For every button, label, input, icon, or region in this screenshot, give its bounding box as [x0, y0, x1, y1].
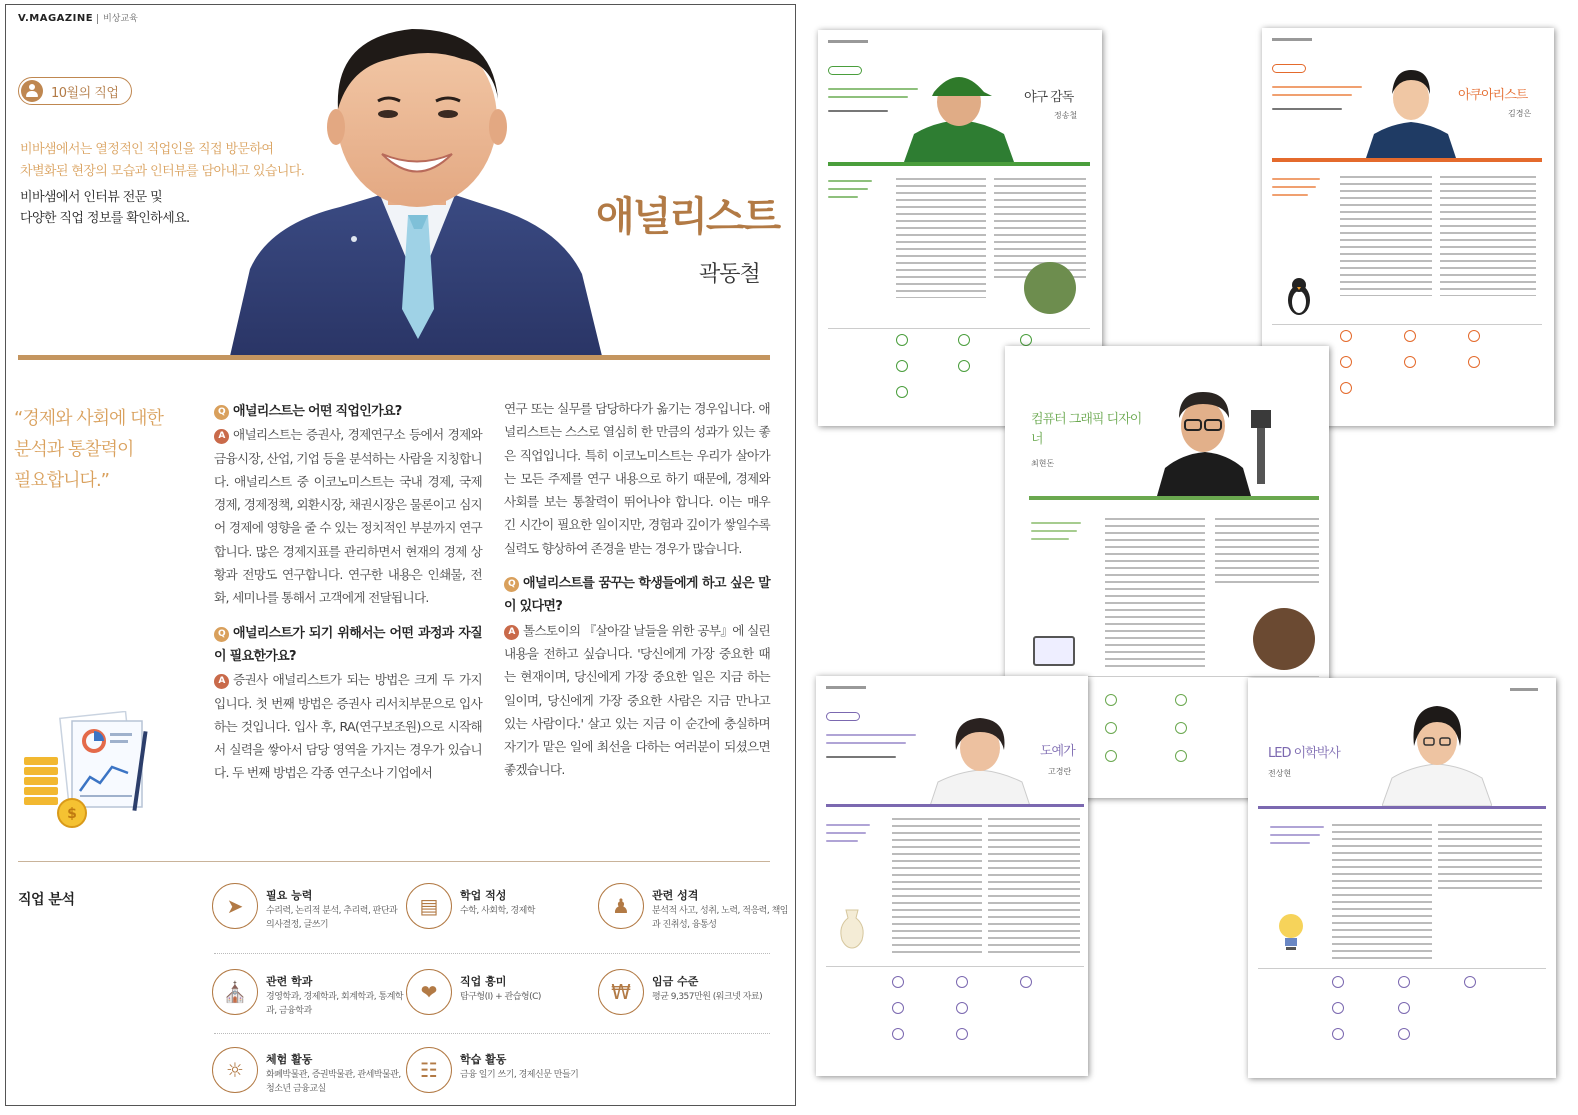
thumb-header — [826, 686, 866, 689]
thumb-text-line — [828, 110, 888, 112]
thumb-job-title: 야구 감독 — [1024, 90, 1074, 105]
thumb-photo — [1382, 696, 1492, 806]
thumb-person-name: 고경란 — [1048, 767, 1072, 776]
analysis-experience — [212, 1047, 402, 1103]
thumb-analysis-icon — [1464, 976, 1476, 988]
dotted-divider — [214, 1033, 770, 1034]
thumb-body-text — [1332, 824, 1432, 964]
thumb-analysis-icon — [1020, 334, 1032, 346]
thumb-person-name: 최현돈 — [1031, 459, 1055, 468]
thumb-analysis-icon — [1340, 330, 1352, 342]
thumb-analysis-icon — [958, 334, 970, 346]
interview-column-2 — [504, 397, 770, 794]
question — [214, 622, 482, 669]
thumb-analysis-icon — [896, 386, 908, 398]
magazine-page — [5, 4, 796, 1106]
thumb-text-line — [826, 832, 866, 834]
sun-icon: ☼ — [212, 1047, 258, 1093]
svg-text:$: $ — [67, 806, 77, 822]
thumb-text-line — [828, 188, 868, 190]
a-mark: A — [214, 674, 229, 689]
q-mark: Q — [214, 405, 229, 420]
thumb-text-line — [826, 742, 906, 744]
thumb-photo — [904, 62, 1014, 162]
thumbnail-led-scientist — [1248, 678, 1556, 1078]
quote-line: 분석과 통찰력이 — [14, 439, 134, 460]
thumb-text-line — [828, 96, 908, 98]
thumb-header — [1272, 38, 1312, 41]
quote-line: “경제와 사회에 대한 — [14, 408, 163, 429]
intro-line: 다양한 직업 정보를 확인하세요. — [20, 211, 190, 226]
won-icon: ₩ — [598, 969, 644, 1015]
thumb-analysis-icon — [1332, 1028, 1344, 1040]
divider — [18, 355, 770, 360]
thumb-divider — [828, 162, 1090, 166]
thumb-text-line — [826, 734, 916, 736]
job-analysis-label: 직업 분석 — [18, 892, 75, 908]
thumb-divider — [1258, 968, 1546, 969]
thumb-analysis-icon — [958, 360, 970, 372]
answer-text: 애널리스트는 증권사, 경제연구소 등에서 경제와 금융시장, 산업, 기업 등을 분석하는 사람을 지칭합니다. 애널리스트 중 이코노미스트는 국내 경제, 국제 경제, 경제정책, 외환시장, 채권시장은 물론이고 심지어 경제에 영향을 줄 수 있는 정치적인 부분까지 연구합니다. 많은 경제지표를 관리하면서 현재의 경제 상황과 전망도 연구합니다. 연구한 내용은 인쇄물, 전화, 세미나를 통해서 고객에게 전달됩니다. — [214, 427, 482, 606]
thumb-text-line — [1272, 194, 1308, 196]
answer-text: 증권사 애널리스트가 되는 방법은 크게 두 가지입니다. 첫 번째 방법은 증권사 리서치부문으로 입사하는 것입니다. 입사 후, RA(연구보조원)으로 시작해서 실력을 쌓아서 담당 영역을 가지는 경우가 있습니다. 두 번째 방법은 각종 연구소나 기업에서 — [214, 672, 482, 781]
analysis-title: 관련 성격 — [652, 889, 699, 902]
quote-line: 필요합니다.” — [14, 470, 109, 491]
answer-text: 톨스토이의 『살아갈 날들을 위한 공부』에 실린 내용을 전하고 싶습니다. '당신에게 가장 중요한 때는 현재이며, 당신에게 가장 중요한 일은 지금 하는 일이며, 당신에게 가장 중요한 사람은 지금 만나고 있는 사람이다.' 살고 있는 지금 이 순간에 충실하며 자기가 맡은 일에 최선을 다하는 여러분이 되셨으면 좋겠습니다. — [504, 622, 770, 778]
monitor-icon — [1033, 636, 1075, 666]
thumb-header — [1510, 688, 1538, 691]
thumb-body-text — [896, 178, 986, 298]
a-mark: A — [214, 429, 229, 444]
thumb-person-name: 정송철 — [1054, 111, 1078, 120]
thumb-badge — [826, 712, 860, 721]
question-text: 애널리스트를 꿈꾸는 학생들에게 하고 싶은 말이 있다면? — [504, 576, 770, 615]
thumb-analysis-icon — [1105, 750, 1117, 762]
analysis-job-interest — [406, 969, 596, 1025]
interviewee-portrait — [230, 19, 602, 356]
question-text: 애널리스트는 어떤 직업인가요? — [233, 404, 402, 419]
thumb-divider — [1258, 806, 1546, 809]
thumb-circle-photo — [1024, 262, 1076, 314]
analysis-desc: 화폐박물관, 증권박물관, 관세박물관, 청소년 금융교실 — [266, 1070, 401, 1094]
thumb-analysis-icon — [892, 976, 904, 988]
newspaper-icon: ☷ — [406, 1047, 452, 1093]
intro-line: 비바샘에서는 열정적인 직업인을 직접 방문하여 — [20, 142, 274, 157]
thumb-analysis-icon — [1332, 976, 1344, 988]
thumb-analysis-icon — [1468, 330, 1480, 342]
analysis-required-ability — [212, 883, 402, 939]
thumb-photo — [1366, 58, 1456, 158]
thumb-text-line — [1272, 94, 1352, 96]
thumb-body-text — [1438, 824, 1542, 894]
thumb-body-text — [1105, 518, 1205, 668]
magazine-name: V.MAGAZINE — [18, 13, 94, 24]
thumb-job-title: 도예가 — [1040, 744, 1075, 759]
interview-column-1 — [214, 400, 482, 797]
answer — [504, 619, 770, 782]
q-mark: Q — [504, 577, 519, 592]
thumb-analysis-icon — [1175, 722, 1187, 734]
thumb-text-line — [1270, 834, 1320, 836]
thumb-text-line — [826, 840, 858, 842]
analysis-academic-aptitude — [406, 883, 596, 939]
analysis-title: 학업 적성 — [460, 889, 507, 902]
thumb-text-line — [1272, 108, 1342, 110]
thumb-body-text — [1215, 518, 1319, 588]
thumb-photo — [1157, 384, 1287, 496]
thumb-divider — [1029, 496, 1319, 500]
analysis-desc: 수리력, 논리적 분석, 추리력, 판단과 의사결정, 글쓰기 — [266, 906, 398, 930]
thumb-photo — [930, 710, 1030, 806]
thumb-text-line — [1270, 842, 1310, 844]
thumb-body-text — [1440, 176, 1536, 296]
thumb-job-title: LED 이학박사 — [1268, 746, 1340, 761]
interviewee-name: 곽동철 — [699, 262, 760, 287]
analysis-title: 필요 능력 — [266, 889, 313, 902]
thumb-analysis-icon — [892, 1028, 904, 1040]
thumb-analysis-icon — [1175, 694, 1187, 706]
thumb-body-text — [1340, 176, 1432, 296]
analysis-learning — [406, 1047, 596, 1103]
thumb-job-title: 아쿠아리스트 — [1458, 88, 1528, 103]
thumb-text-line — [1270, 826, 1324, 828]
analysis-personality — [598, 883, 788, 939]
thumb-analysis-icon — [892, 1002, 904, 1014]
analysis-desc: 경영학과, 경제학과, 회계학과, 통계학과, 금융학과 — [266, 992, 404, 1016]
divider — [18, 861, 770, 862]
thumb-job-title: 컴퓨터 그래픽 디자이너 — [1031, 412, 1142, 447]
monthly-job-label: 10월의 직업 — [51, 85, 119, 101]
publisher-name: 비상교육 — [97, 14, 138, 24]
analysis-title: 직업 흥미 — [460, 975, 507, 988]
intro-text — [20, 187, 190, 229]
analysis-title: 체험 활동 — [266, 1053, 313, 1066]
thumb-person-name: 전상현 — [1268, 769, 1292, 778]
analysis-title: 학습 활동 — [460, 1053, 507, 1066]
dotted-divider — [214, 953, 770, 954]
thumb-person-name: 김경은 — [1508, 109, 1532, 118]
thumb-text-line — [1031, 538, 1069, 540]
answer — [214, 668, 482, 784]
thumb-divider — [826, 966, 1084, 967]
thumb-analysis-icon — [1398, 976, 1410, 988]
thumb-analysis-icon — [956, 1028, 968, 1040]
question — [504, 572, 770, 619]
q-mark: Q — [214, 627, 229, 642]
analysis-desc: 금융 일기 쓰기, 경제신문 만들기 — [460, 1070, 579, 1080]
thumb-text-line — [1272, 186, 1316, 188]
thumb-badge — [828, 66, 862, 75]
thumb-badge — [1272, 64, 1306, 73]
thumb-body-text — [988, 818, 1080, 958]
intro-line: 차별화된 현장의 모습과 인터뷰를 담아내고 있습니다. — [20, 164, 305, 179]
vase-icon — [836, 908, 868, 950]
thumb-analysis-icon — [1398, 1002, 1410, 1014]
monthly-job-badge — [18, 77, 132, 105]
thumb-header — [828, 40, 868, 43]
thumb-text-line — [1031, 530, 1077, 532]
thumb-analysis-icon — [1175, 750, 1187, 762]
finance-illustration-icon — [24, 711, 154, 831]
book-icon: ▤ — [406, 883, 452, 929]
thumb-analysis-icon — [1468, 356, 1480, 368]
hearts-icon: ❤ — [406, 969, 452, 1015]
thumb-analysis-icon — [1105, 722, 1117, 734]
lightbulb-icon — [1274, 910, 1308, 952]
job-title: 애널리스트 — [596, 194, 780, 240]
thumb-analysis-icon — [1105, 694, 1117, 706]
analysis-title: 임금 수준 — [652, 975, 699, 988]
question — [214, 400, 482, 423]
thumb-analysis-icon — [1332, 1002, 1344, 1014]
thumb-text-line — [1031, 522, 1081, 524]
thumb-body-text — [892, 818, 982, 958]
thumb-analysis-icon — [1404, 330, 1416, 342]
thumb-text-line — [826, 824, 870, 826]
thumb-text-line — [1272, 86, 1362, 88]
thumb-divider — [1272, 158, 1542, 162]
person-icon: ♟ — [598, 883, 644, 929]
thumb-analysis-icon — [1020, 976, 1032, 988]
thumb-text-line — [1272, 178, 1320, 180]
thumb-analysis-icon — [956, 976, 968, 988]
pull-quote — [14, 403, 163, 496]
question-text: 애널리스트가 되기 위해서는 어떤 과정과 자질이 필요한가요? — [214, 625, 482, 664]
thumb-analysis-icon — [1404, 356, 1416, 368]
answer-continued: 연구 또는 실무를 담당하다가 옮기는 경우입니다. 애널리스트는 스스로 열심히 한 만큼의 성과가 있는 좋은 직업입니다. 특히 이코노미스트는 우리가 살아가는 모든 주제를 연구 내용으로 하기 때문에, 경제와 사회를 보는 통찰력이 뛰어나야 합니다. 이는 매우 긴 시간이 필요한 일이지만, 경험과 깊이가 쌓일수록 실력도 향상하여 존경을 받는 경우가 많습니다. — [504, 401, 770, 556]
thumbnail-potter — [816, 676, 1088, 1076]
answer — [214, 423, 482, 609]
page-header — [18, 11, 138, 24]
a-mark: A — [504, 625, 519, 640]
analysis-desc: 탐구형(I) + 관습형(C) — [460, 992, 541, 1002]
analysis-desc: 평균 9,357만원 (워크넷 자료) — [652, 992, 763, 1002]
analysis-salary — [598, 969, 788, 1025]
penguin-icon — [1284, 276, 1314, 316]
building-icon: ⛪ — [212, 969, 258, 1015]
thumb-analysis-icon — [1340, 382, 1352, 394]
thumb-divider — [1272, 324, 1542, 325]
thumb-analysis-icon — [896, 334, 908, 346]
analysis-desc: 수학, 사회학, 경제학 — [460, 906, 535, 916]
analysis-title: 관련 학과 — [266, 975, 313, 988]
ability-icon: ➤ — [212, 883, 258, 929]
thumb-analysis-icon — [896, 360, 908, 372]
thumb-divider — [828, 328, 1090, 329]
thumb-circle-photo — [1253, 608, 1315, 670]
thumb-text-line — [828, 196, 858, 198]
person-icon — [21, 80, 43, 102]
analysis-related-major — [212, 969, 402, 1025]
analysis-desc: 분석적 사고, 성취, 노력, 적응력, 책임과 진취성, 융통성 — [652, 906, 788, 930]
thumb-analysis-icon — [956, 1002, 968, 1014]
thumb-analysis-icon — [1340, 356, 1352, 368]
thumb-divider — [826, 804, 1084, 807]
intro-line: 비바샘에서 인터뷰 전문 및 — [20, 190, 163, 205]
thumb-analysis-icon — [1398, 1028, 1410, 1040]
thumb-text-line — [828, 180, 872, 182]
thumb-text-line — [826, 756, 896, 758]
